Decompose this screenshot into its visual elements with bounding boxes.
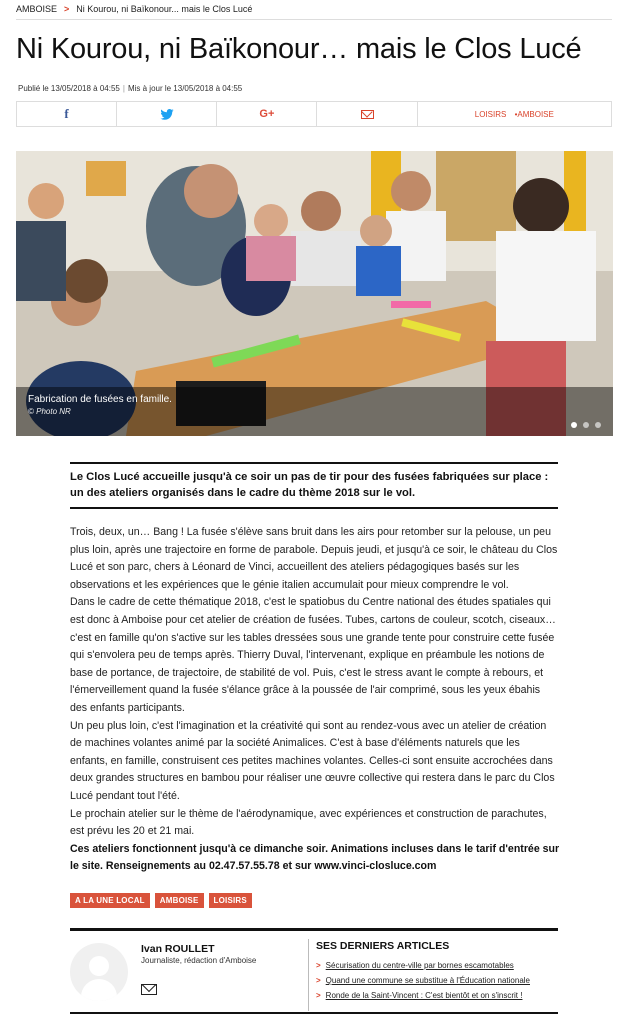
page-title: Ni Kourou, ni Baïkonour… mais le Clos Lucé: [16, 33, 582, 65]
slide-dot[interactable]: [571, 422, 577, 428]
list-item: [316, 988, 530, 1003]
share-twitter-button[interactable]: [117, 102, 217, 126]
tag-amboise[interactable]: AMBOISE: [155, 893, 204, 908]
divider: [308, 939, 309, 1011]
last-articles-list: [316, 958, 530, 1003]
author-email-icon[interactable]: [141, 984, 157, 995]
author-name[interactable]: Ivan ROULLET: [141, 943, 215, 955]
breadcrumb: [16, 4, 612, 20]
last-article-link[interactable]: Quand une commune se substitue à l'Éducation nationale: [325, 976, 530, 985]
breadcrumb-section-link[interactable]: AMBOISE: [16, 4, 58, 14]
chevron-right-icon: >: [316, 991, 321, 1000]
share-email-button[interactable]: [317, 102, 417, 126]
breadcrumb-current: Ni Kourou, ni Baïkonour... mais le Clos Lucé: [76, 4, 253, 14]
tag-list: [70, 893, 252, 908]
breadcrumb-separator-icon: >: [64, 4, 70, 14]
avatar-shoulders: [81, 979, 117, 1001]
slideshow-dots: [571, 422, 601, 428]
article-dates: [18, 84, 242, 93]
article-body: [70, 524, 560, 876]
body-closing: Ces ateliers fonctionnent jusqu'à ce dimanche soir. Animations incluses dans le tarif d'entrée sur le site. Renseignements au 02.47.57.55.78 et sur www.vinci-closluce.com: [70, 842, 560, 873]
chevron-right-icon: >: [316, 961, 321, 970]
share-googleplus-button[interactable]: [217, 102, 317, 126]
twitter-icon: [160, 109, 174, 120]
date-separator: |: [122, 84, 125, 93]
share-facebook-button[interactable]: [17, 102, 117, 126]
author-role: Journaliste, rédaction d'Amboise: [141, 956, 257, 965]
share-bar: [16, 101, 612, 127]
avatar: [70, 943, 128, 1001]
body-paragraph: Le prochain atelier sur le thème de l'aérodynamique, avec expériences et construction de parachutes, est prévu les 20 et 21 mai.: [70, 807, 547, 838]
tag-loisirs[interactable]: LOISIRS: [209, 893, 252, 908]
article-photo[interactable]: [16, 151, 613, 436]
chevron-right-icon: >: [316, 976, 321, 985]
list-item: [316, 958, 530, 973]
article-chapo: Le Clos Lucé accueille jusqu'à ce soir un pas de tir pour des fusées fabriquées sur place : un des ateliers organisés dans le cadre du thème 2018 sur le vol.: [70, 462, 558, 509]
category-list: [475, 110, 554, 119]
body-paragraph: Un peu plus loin, c'est l'imagination et la créativité qui sont au rendez-vous avec un atelier de création de machines volantes animé par la société Animalices. C'est à base d'éléments naturels que les enfants, en famille, construisent ces petites machines volantes. Celles-ci sont ensuite accrochées dans deux grandes structures en bambou pour réaliser une œuvre collective qui restera dans le parc du Clos Lucé pendant tout l'été.: [70, 719, 555, 802]
category-link[interactable]: LOISIRS: [474, 109, 507, 119]
last-articles-title: SES DERNIERS ARTICLES: [316, 940, 450, 952]
author-box: [70, 928, 558, 1014]
last-article-link[interactable]: Ronde de la Saint-Vincent : C'est bientôt et on s'inscrit !: [325, 991, 523, 1000]
body-paragraph: Trois, deux, un… Bang ! La fusée s'élève sans bruit dans les airs pour retomber sur la pelouse, un peu plus loin, après une trajectoire en forme de parabole. Depuis jeudi, et jusqu'à ce soir, le château du Clos Lucé et son parc, chers à Léonard de Vinci, accueillent des ateliers pédagogiques basés sur les observations et les expériences que le génie italien accumulait pour mieux comprendre le vol.: [70, 526, 558, 591]
category-link[interactable]: •AMBOISE: [514, 109, 554, 119]
avatar-head: [89, 956, 109, 976]
email-icon: [361, 110, 374, 119]
body-paragraph: Dans le cadre de cette thématique 2018, c'est le spatiobus du Centre national des études spatiales qui est donc à Amboise pour cet atelier de création de fusées. Tubes, cartons de couleur, scotch, ciseaux… c'est en famille qu'on s'active sur les tables dressées sous une grande tente pour construire cette fusée qui s'envolera peu de temps après. Thierry Duval, l'intervenant, explique en préambule les notions de base de portance, de trajectoire, de stabilité de vol. Puis, c'est le stress avant le compte à rebours, et l'émerveillement quand la fusée s'élance grâce à la poussée de l'air comprimé, sous les yeux ébahis des enfants participants.: [70, 596, 556, 714]
googleplus-icon: G+: [259, 108, 275, 120]
facebook-icon: f: [64, 106, 69, 121]
updated-date: Mis à jour le 13/05/2018 à 04:55: [127, 84, 243, 93]
slide-dot[interactable]: [595, 422, 601, 428]
photo-caption: Fabrication de fusées en famille.: [28, 394, 172, 405]
list-item: [316, 973, 530, 988]
category-links: [418, 102, 611, 126]
last-article-link[interactable]: Sécurisation du centre-ville par bornes escamotables: [325, 961, 514, 970]
photo-credit: © Photo NR: [28, 407, 71, 416]
tag-a-la-une-local[interactable]: A LA UNE LOCAL: [70, 893, 150, 908]
published-date: Publié le 13/05/2018 à 04:55: [18, 84, 120, 93]
slide-dot[interactable]: [583, 422, 589, 428]
